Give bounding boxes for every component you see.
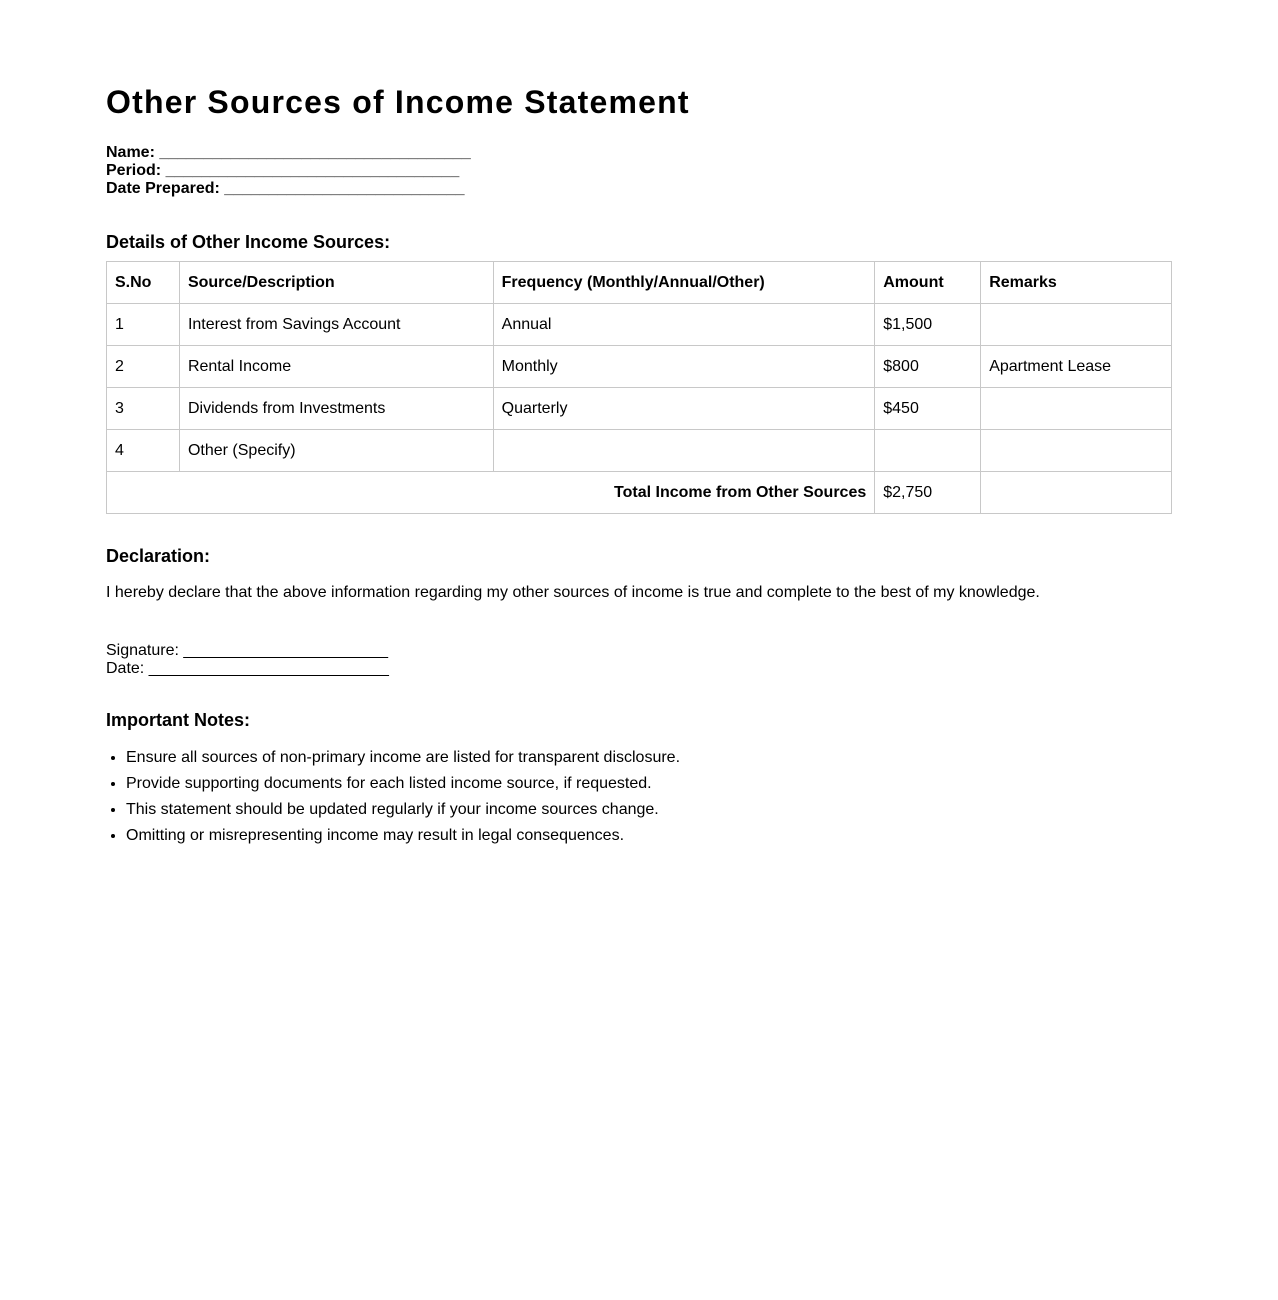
cell-sno: 1	[107, 304, 180, 346]
header-remarks: Remarks	[981, 262, 1172, 304]
signature-block	[106, 642, 1172, 678]
cell-source: Dividends from Investments	[179, 388, 493, 430]
table-row	[107, 388, 1172, 430]
declaration-text: I hereby declare that the above information regarding my other sources of income is true and complete to the best of my knowledge.	[106, 584, 1040, 601]
cell-amount	[875, 430, 981, 472]
cell-amount: $800	[875, 346, 981, 388]
total-remarks	[981, 472, 1172, 514]
cell-sno: 4	[107, 430, 180, 472]
cell-amount: $450	[875, 388, 981, 430]
cell-remarks	[981, 388, 1172, 430]
name-field: Name: ___________________________________	[106, 144, 471, 161]
header-frequency: Frequency (Monthly/Annual/Other)	[493, 262, 875, 304]
table-row	[107, 304, 1172, 346]
signature-line: Signature: _______________________	[106, 642, 389, 659]
list-item: • This statement should be updated regularly if your income sources change.	[126, 797, 1172, 823]
table-header-row	[107, 262, 1172, 304]
notes-heading: Important Notes:	[106, 710, 250, 730]
cell-remarks: Apartment Lease	[981, 346, 1172, 388]
notes-list	[106, 745, 1172, 849]
period-field: Period: _________________________________	[106, 162, 460, 179]
table-row	[107, 346, 1172, 388]
cell-source: Interest from Savings Account	[179, 304, 493, 346]
cell-sno: 2	[107, 346, 180, 388]
declaration-heading: Declaration:	[106, 546, 211, 566]
cell-remarks	[981, 304, 1172, 346]
header-amount: Amount	[875, 262, 981, 304]
cell-source: Other (Specify)	[179, 430, 493, 472]
cell-remarks	[981, 430, 1172, 472]
total-row	[107, 472, 1172, 514]
details-heading: Details of Other Income Sources:	[106, 232, 391, 252]
total-label: Total Income from Other Sources	[107, 472, 875, 514]
total-amount: $2,750	[875, 472, 981, 514]
date-line: Date: ___________________________	[106, 660, 389, 677]
list-item: • Omitting or misrepresenting income may result in legal consequences.	[126, 823, 1172, 849]
cell-source: Rental Income	[179, 346, 493, 388]
cell-sno: 3	[107, 388, 180, 430]
cell-frequency: Quarterly	[493, 388, 875, 430]
cell-frequency: Annual	[493, 304, 875, 346]
income-table	[106, 261, 1172, 514]
date-prepared-field: Date Prepared: ___________________________	[106, 180, 465, 197]
header-sno: S.No	[107, 262, 180, 304]
cell-frequency	[493, 430, 875, 472]
header-source: Source/Description	[179, 262, 493, 304]
list-item: • Ensure all sources of non-primary income are listed for transparent disclosure.	[126, 745, 1172, 771]
table-row	[107, 430, 1172, 472]
page-title: Other Sources of Income Statement	[106, 84, 690, 120]
header-fields	[106, 144, 1172, 198]
cell-amount: $1,500	[875, 304, 981, 346]
list-item: • Provide supporting documents for each listed income source, if requested.	[126, 771, 1172, 797]
cell-frequency: Monthly	[493, 346, 875, 388]
